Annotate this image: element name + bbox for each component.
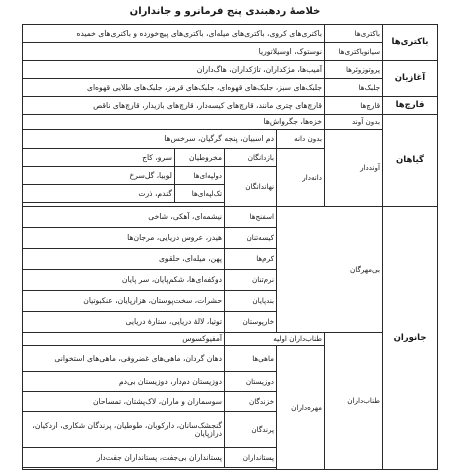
dicot-label: دولپه‌ای‌ها bbox=[175, 167, 225, 185]
cnidaria-label: کیسه‌تنان bbox=[225, 228, 277, 249]
mollusks-text: دوکفه‌ای‌ها، شکم‌پایان، سر پایان bbox=[23, 270, 225, 291]
lower-chordates-text: آمفیوکسوس bbox=[23, 333, 225, 346]
amphibians-label: دوزیستان bbox=[225, 372, 277, 392]
algae-label: جلبک‌ها bbox=[325, 79, 383, 97]
bacteria-text: باکتری‌های کروی، باکتری‌های میله‌ای، باکتری‌های پیچ‌خورده و باکتری‌های خمیده bbox=[23, 25, 325, 43]
sponges-label: اسفنج‌ها bbox=[225, 207, 277, 228]
birds-text: گنجشک‌سانان، دارکوبان، طوطیان، پرندگان شکاری، اردکیان، درازپایان bbox=[23, 412, 225, 448]
no-vessel-text: خزه‌ها، جگرواش‌ها bbox=[23, 115, 325, 130]
protozoa-text: آمیب‌ها، مژکداران، تاژکداران، هاگ‌داران bbox=[23, 61, 325, 79]
sponges-text: نیشمه‌ای، آهکی، شاخی bbox=[23, 207, 225, 228]
kingdom-animals: جانوران bbox=[383, 207, 438, 470]
chordates-label: طناب‌داران bbox=[325, 333, 383, 470]
bacteria-label: باکتری‌ها bbox=[325, 25, 383, 43]
fish-label: ماهی‌ها bbox=[225, 346, 277, 372]
echinoderms-text: توتیا، لالهٔ دریایی، ستارهٔ دریایی bbox=[23, 312, 225, 333]
mollusks-label: نرم‌تنان bbox=[225, 270, 277, 291]
arthropods-label: بندپایان bbox=[225, 291, 277, 312]
seeded-label: دانه‌دار bbox=[277, 149, 325, 207]
kingdom-plants: گیاهان bbox=[383, 115, 438, 207]
arthropods-text: حشرات، سخت‌پوستان، هزارپایان، عنکبوتیان bbox=[23, 291, 225, 312]
fish-text: دهان گردان، ماهی‌های غضروفی، ماهی‌های استخوانی bbox=[23, 346, 225, 372]
kingdom-fungi: قارچ‌ها bbox=[383, 97, 438, 115]
vascular-label: آونددار bbox=[325, 130, 383, 207]
monocot-text: گندم، ذرت bbox=[23, 185, 175, 203]
algae-text: جلبک‌های سبز، جلبک‌های قهوه‌ای، جلبک‌های قرمز، جلبک‌های طلایی قهوه‌ای bbox=[23, 79, 325, 97]
echinoderms-label: خارپوستان bbox=[225, 312, 277, 333]
gymno-text: مخروطیان bbox=[175, 149, 225, 167]
seedless-text: دم اسبیان، پنجه گرگیان، سرخس‌ها bbox=[23, 130, 277, 149]
invertebrates-label: بی‌مهرگان bbox=[277, 207, 383, 333]
cyano-text: نوستوک، اوسیلاتوریا bbox=[23, 43, 325, 61]
animals-spacer bbox=[23, 468, 277, 470]
angio-label: نهاندانگان bbox=[225, 167, 277, 207]
cyano-label: سیانوباکتری‌ها bbox=[325, 43, 383, 61]
lower-chordates-label: طناب‌داران اولیه bbox=[225, 333, 325, 346]
seedless-label: بدون دانه bbox=[277, 130, 325, 149]
no-vessel-label: بدون آوند bbox=[325, 115, 383, 130]
protozoa-label: پروتوزوئرها bbox=[325, 61, 383, 79]
monocot-label: تک‌لپه‌ای‌ها bbox=[175, 185, 225, 203]
mammals-text: پستانداران بی‌جفت، پستانداران جفت‌دار bbox=[23, 448, 225, 468]
dicot-text-1: سرو، کاج bbox=[23, 149, 175, 167]
classification-table bbox=[22, 24, 437, 462]
page-title: خلاصهٔ ردهبندی پنج فرمانرو و جانداران bbox=[129, 6, 321, 17]
worms-label: کرم‌ها bbox=[225, 249, 277, 270]
dicot-text-2: لوبیا، گل‌سرخ bbox=[23, 167, 175, 185]
vertebrates-label: مهره‌داران bbox=[277, 346, 325, 470]
cnidaria-text: هیدر، عروس دریایی، مرجان‌ها bbox=[23, 228, 225, 249]
mammals-label: پستانداران bbox=[225, 448, 277, 468]
fungi-text: قارچ‌های چتری مانند، قارچ‌های کیسه‌دار، قارچ‌های بازیدار، قارچ‌های ناقص bbox=[23, 97, 325, 115]
amphibians-text: دوزیستان دم‌دار، دوزیستان بی‌دم bbox=[23, 372, 225, 392]
kingdom-bacteria: باکتری‌ها bbox=[383, 25, 438, 61]
reptiles-label: خزندگان bbox=[225, 392, 277, 412]
kingdom-protists: آغازیان bbox=[383, 61, 438, 97]
reptiles-text: سوسماران و ماران، لاک‌پشتان، تمساحان bbox=[23, 392, 225, 412]
gymno-label: بازدانگان bbox=[225, 149, 277, 167]
birds-label: پرندگان bbox=[225, 412, 277, 448]
worms-text: پهن، میله‌ای، حلقوی bbox=[23, 249, 225, 270]
fungi-label: قارچ‌ها bbox=[325, 97, 383, 115]
